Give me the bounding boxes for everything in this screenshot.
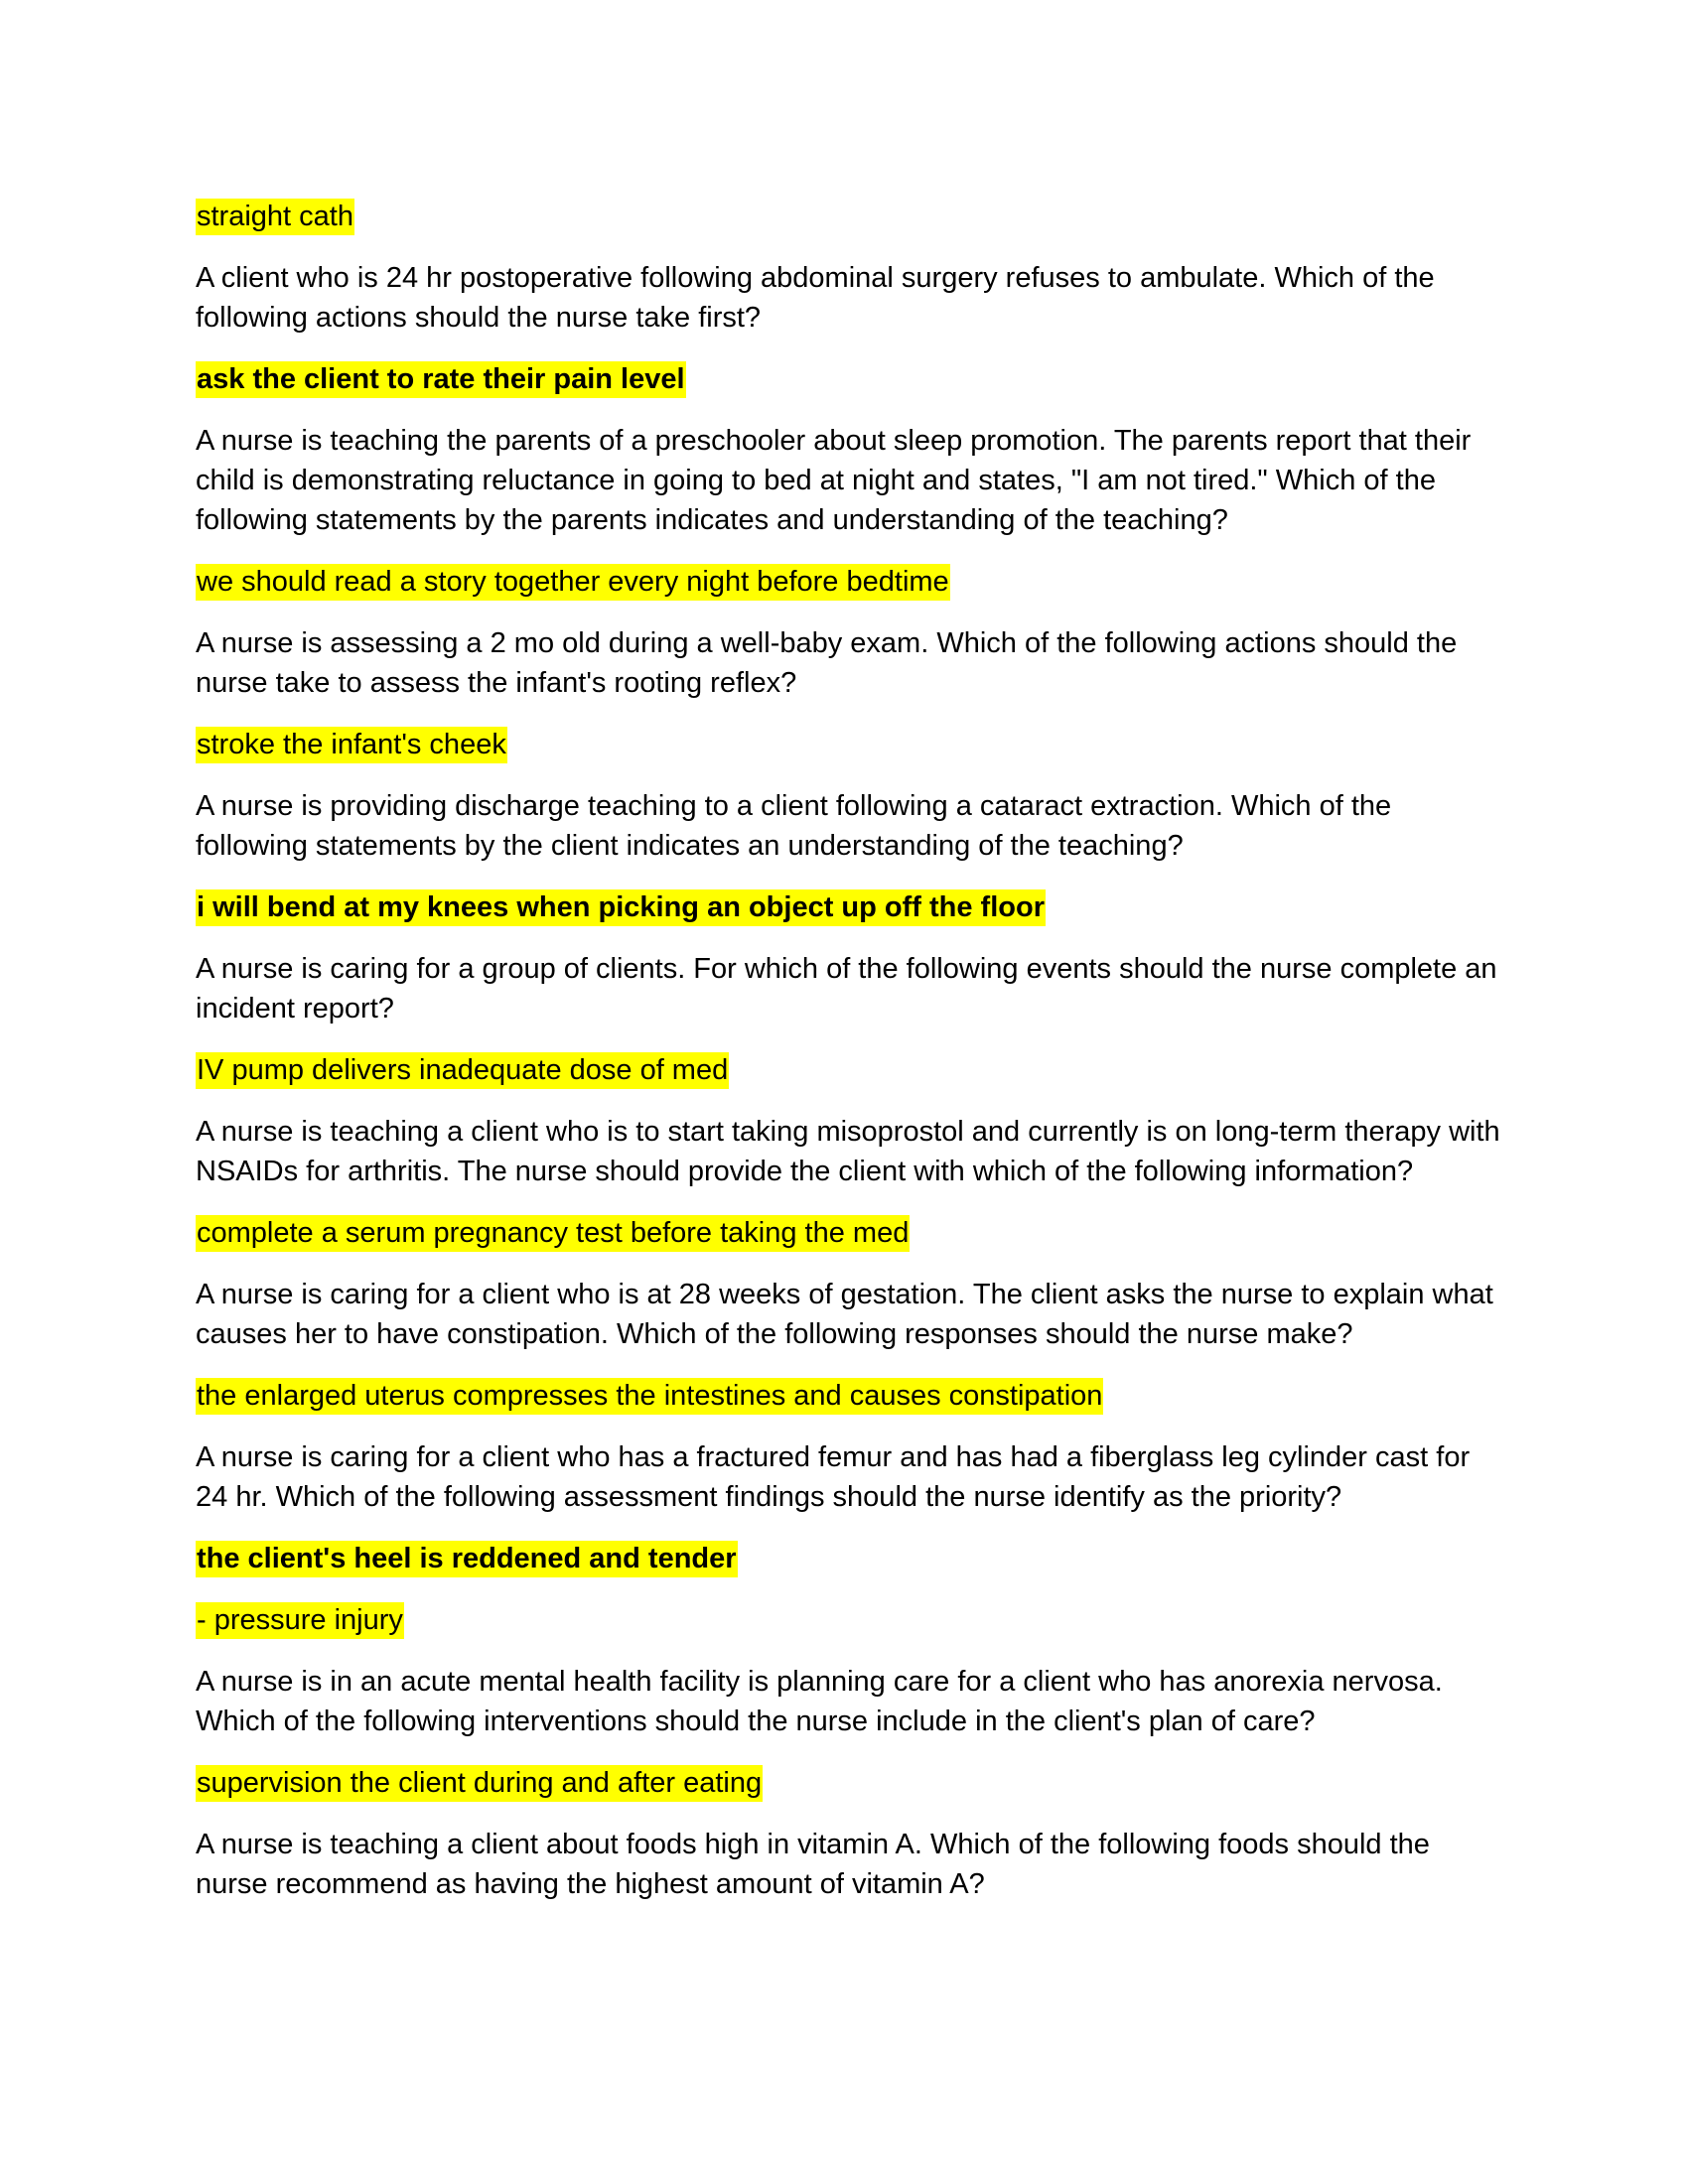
highlighted-answer (196, 1539, 1506, 1578)
answer-text: ask the client to rate their pain level (196, 361, 686, 398)
highlighted-answer (196, 725, 1506, 764)
answer-text: the client's heel is reddened and tender (196, 1541, 738, 1577)
highlighted-answer (196, 562, 1506, 602)
question-text: A nurse is teaching the parents of a preschooler about sleep promotion. The parents report that their child is demonstrating reluctance in going to bed at night and states, "I am not tired." Which of the following statements by the parents indicates and understanding of the teaching? (196, 425, 1472, 536)
answer-text: supervision the client during and after eating (196, 1765, 763, 1802)
question-text: A nurse is in an acute mental health facility is planning care for a client who has anorexia nervosa. Which of the following interventions should the nurse include in the client's plan of care? (196, 1666, 1443, 1737)
question-text: A nurse is providing discharge teaching to a client following a cataract extraction. Which of the following statements by the client indicates an understanding of the teaching? (196, 790, 1392, 862)
highlighted-answer (196, 359, 1506, 399)
question-text: A nurse is caring for a client who is at 28 weeks of gestation. The client asks the nurse to explain what causes her to have constipation. Which of the following responses should the nurse make? (196, 1279, 1493, 1350)
answer-text: - pressure injury (196, 1602, 404, 1639)
highlighted-answer (196, 1050, 1506, 1090)
question-text: A nurse is teaching a client about foods high in vitamin A. Which of the following foods should the nurse recommend as having the highest amount of vitamin A? (196, 1829, 1430, 1900)
answer-text: i will bend at my knees when picking an object up off the floor (196, 889, 1046, 926)
highlighted-answer (196, 197, 1506, 236)
document-page (196, 197, 1506, 1926)
question-text: A nurse is caring for a client who has a fractured femur and has had a fiberglass leg cylinder cast for 24 hr. Which of the following assessment findings should the nurse identify as the priority? (196, 1441, 1471, 1513)
highlighted-answer (196, 1213, 1506, 1253)
answer-text: complete a serum pregnancy test before taking the med (196, 1215, 910, 1252)
answer-text: straight cath (196, 199, 354, 235)
answer-text: IV pump delivers inadequate dose of med (196, 1052, 729, 1089)
answer-text: we should read a story together every night before bedtime (196, 564, 950, 601)
highlighted-answer (196, 1376, 1506, 1416)
question-text: A nurse is caring for a group of clients. For which of the following events should the nurse complete an incident report? (196, 953, 1497, 1024)
highlighted-answer (196, 887, 1506, 927)
question-text: A client who is 24 hr postoperative following abdominal surgery refuses to ambulate. Which of the following actions should the nurse take first? (196, 262, 1435, 334)
question-text: A nurse is teaching a client who is to start taking misoprostol and currently is on long-term therapy with NSAIDs for arthritis. The nurse should provide the client with which of the following information? (196, 1116, 1500, 1187)
answer-text: the enlarged uterus compresses the intestines and causes constipation (196, 1378, 1103, 1415)
answer-text: stroke the infant's cheek (196, 727, 507, 763)
question-text: A nurse is assessing a 2 mo old during a well-baby exam. Which of the following actions should the nurse take to assess the infant's rooting reflex? (196, 627, 1458, 699)
highlighted-answer (196, 1763, 1506, 1803)
highlighted-answer (196, 1600, 1506, 1640)
